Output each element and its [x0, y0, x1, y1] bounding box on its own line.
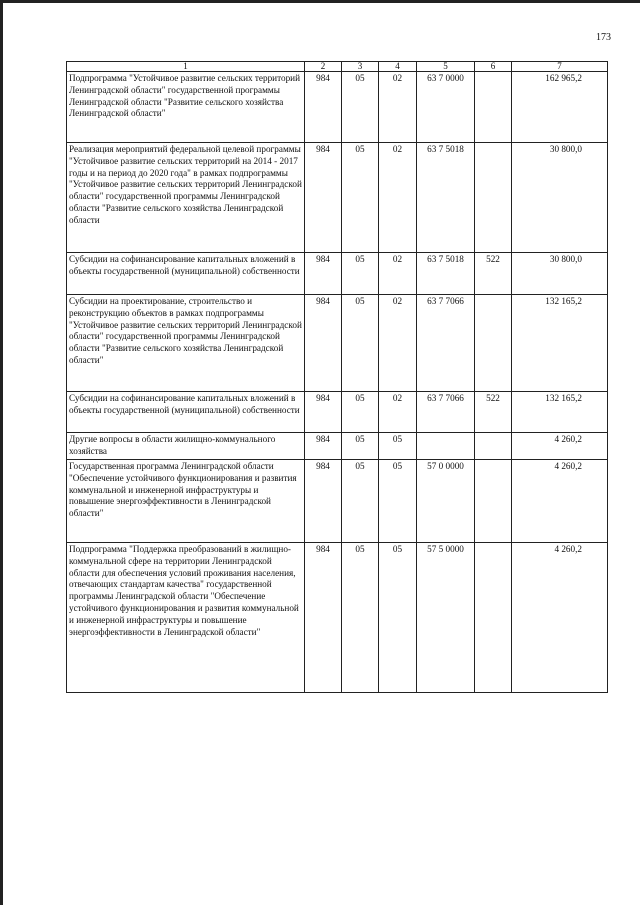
row-sum: 132 165,2 — [512, 392, 608, 433]
row-pr: 05 — [379, 460, 417, 543]
scan-edge-top — [0, 0, 640, 3]
row-ved: 984 — [305, 392, 342, 433]
row-vr — [475, 543, 512, 693]
column-header: 4 — [379, 62, 417, 72]
row-name: Субсидии на проектирование, строительство и реконструкцию объектов в рамках подпрограммы "Устойчивое развитие сельских территорий Ленинградской области" государственной программы Ленинградской области "Развитие сельского хозяйства Ленинградской области" — [67, 295, 305, 392]
row-sum: 30 800,0 — [512, 143, 608, 253]
row-pr: 05 — [379, 433, 417, 460]
table-row — [67, 72, 608, 143]
scan-edge-left — [0, 0, 3, 905]
row-sum: 4 260,2 — [512, 543, 608, 693]
page-number: 173 — [596, 32, 611, 43]
table-row — [67, 143, 608, 253]
row-ved: 984 — [305, 72, 342, 143]
row-csr: 63 7 7066 — [417, 392, 475, 433]
row-pr: 02 — [379, 295, 417, 392]
row-vr — [475, 295, 512, 392]
row-csr: 63 7 0000 — [417, 72, 475, 143]
row-csr — [417, 433, 475, 460]
column-header: 6 — [475, 62, 512, 72]
row-csr: 63 7 5018 — [417, 253, 475, 295]
row-name: Подпрограмма "Устойчивое развитие сельских территорий Ленинградской области" государственной программы Ленинградской области "Развитие сельского хозяйства Ленинградской области" — [67, 72, 305, 143]
row-rz: 05 — [342, 253, 379, 295]
row-ved: 984 — [305, 295, 342, 392]
row-name: Государственная программа Ленинградской области "Обеспечение устойчивого функционирования и развития коммунальной и инженерной инфраструктуры и повышение энергоэффективности в Ленинградской области" — [67, 460, 305, 543]
row-csr: 63 7 5018 — [417, 143, 475, 253]
row-rz: 05 — [342, 543, 379, 693]
row-pr: 02 — [379, 72, 417, 143]
row-vr: 522 — [475, 392, 512, 433]
row-vr: 522 — [475, 253, 512, 295]
row-sum: 30 800,0 — [512, 253, 608, 295]
row-rz: 05 — [342, 295, 379, 392]
row-name: Подпрограмма "Поддержка преобразований в жилищно-коммунальной сфере на территории Ленинградской области для обеспечения условий проживания населения, отвечающих стандартам качества" государственной программы Ленинградской области "Обеспечение устойчивого функционирования и развития коммунальной и инженерной инфраструктуры и повышение энергоэффективности в Ленинградской области" — [67, 543, 305, 693]
row-ved: 984 — [305, 460, 342, 543]
row-name: Реализация мероприятий федеральной целевой программы "Устойчивое развитие сельских территорий на 2014 - 2017 годы и на период до 2020 года" в рамках подпрограммы "Устойчивое развитие сельских территорий Ленинградской области" государственной программы Ленинградской области "Развитие сельского хозяйства Ленинградской области — [67, 143, 305, 253]
row-sum: 4 260,2 — [512, 433, 608, 460]
row-vr — [475, 433, 512, 460]
column-header: 7 — [512, 62, 608, 72]
row-ved: 984 — [305, 433, 342, 460]
row-rz: 05 — [342, 72, 379, 143]
row-sum: 162 965,2 — [512, 72, 608, 143]
row-sum: 132 165,2 — [512, 295, 608, 392]
column-header: 5 — [417, 62, 475, 72]
table-row — [67, 253, 608, 295]
row-ved: 984 — [305, 253, 342, 295]
row-pr: 05 — [379, 543, 417, 693]
table-row — [67, 460, 608, 543]
row-vr — [475, 143, 512, 253]
row-rz: 05 — [342, 143, 379, 253]
row-csr: 57 5 0000 — [417, 543, 475, 693]
row-ved: 984 — [305, 143, 342, 253]
row-name: Другие вопросы в области жилищно-коммунального хозяйства — [67, 433, 305, 460]
row-rz: 05 — [342, 392, 379, 433]
row-pr: 02 — [379, 253, 417, 295]
table-row — [67, 543, 608, 693]
row-vr — [475, 72, 512, 143]
budget-table — [66, 61, 608, 693]
row-ved: 984 — [305, 543, 342, 693]
column-header: 3 — [342, 62, 379, 72]
table-row — [67, 433, 608, 460]
row-csr: 63 7 7066 — [417, 295, 475, 392]
row-pr: 02 — [379, 143, 417, 253]
row-name: Субсидии на софинансирование капитальных вложений в объекты государственной (муниципальной) собственности — [67, 392, 305, 433]
row-sum: 4 260,2 — [512, 460, 608, 543]
row-pr: 02 — [379, 392, 417, 433]
row-name: Субсидии на софинансирование капитальных вложений в объекты государственной (муниципальной) собственности — [67, 253, 305, 295]
row-rz: 05 — [342, 460, 379, 543]
table-row — [67, 392, 608, 433]
row-csr: 57 0 0000 — [417, 460, 475, 543]
table-row — [67, 295, 608, 392]
row-vr — [475, 460, 512, 543]
table-header-row — [67, 62, 608, 72]
row-rz: 05 — [342, 433, 379, 460]
column-header: 2 — [305, 62, 342, 72]
column-header: 1 — [67, 62, 305, 72]
